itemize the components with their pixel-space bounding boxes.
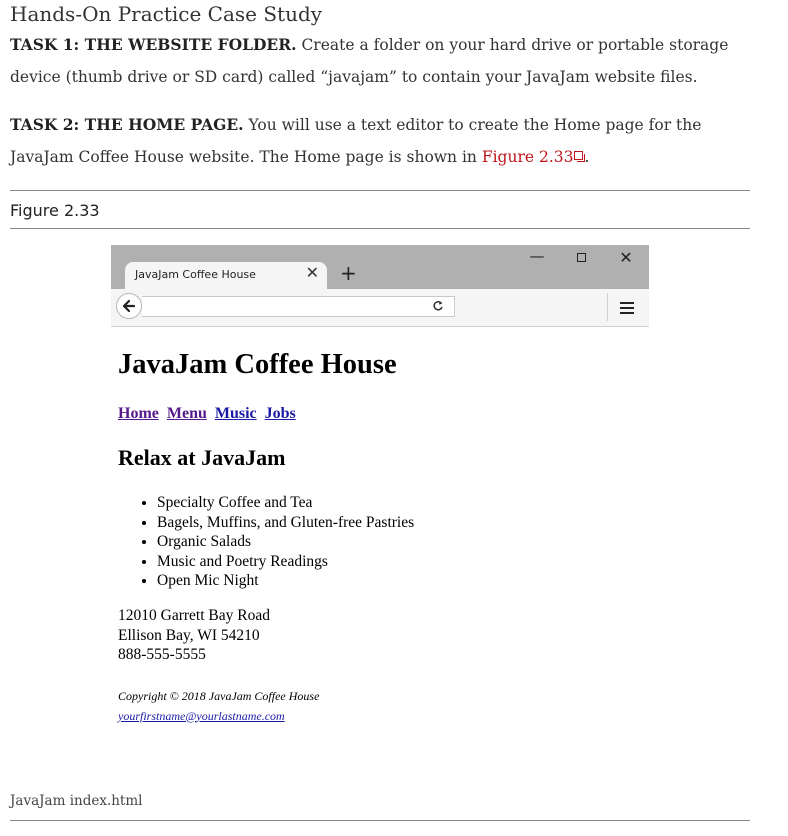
new-tab-icon[interactable]: + [340,261,357,285]
external-link-icon[interactable] [574,151,584,161]
browser-window [111,245,649,735]
site-footer [118,687,319,726]
figure-caption: JavaJam index.html [10,793,143,809]
feature-list [157,493,414,591]
address-bar[interactable] [142,296,455,317]
tab-close-icon[interactable]: ✕ [305,263,319,282]
close-icon[interactable]: ✕ [619,248,633,267]
browser-titlebar [111,245,649,289]
figure-label: Figure 2.33 [10,201,100,220]
figure-link[interactable]: Figure 2.33 [481,148,574,166]
hamburger-menu-icon[interactable] [620,302,634,314]
task1-heading: TASK 1: THE WEBSITE FOLDER. [10,35,297,54]
browser-toolbar [111,289,649,327]
list-item: • Specialty Coffee and Tea [157,493,414,513]
task1-paragraph [10,29,750,93]
minimize-icon[interactable]: — [529,247,545,265]
back-arrow-icon[interactable] [116,293,142,319]
divider-figure [10,228,750,229]
task2-text: You will use a text editor to create the Home page for the JavaJam Coffee House website. The Home page is shown in [10,116,702,166]
task2-paragraph [10,109,750,173]
list-item: • Open Mic Night [157,571,414,591]
site-heading: JavaJam Coffee House [118,349,397,380]
nav-link-menu[interactable]: Menu [166,405,207,422]
list-item: • Bagels, Muffins, and Gluten-free Pastries [157,513,414,533]
nav-link-home[interactable]: Home [118,405,159,422]
task2-heading: TASK 2: THE HOME PAGE. [10,115,244,134]
list-item: • Music and Poetry Readings [157,552,414,572]
copyright-text: Copyright © 2018 JavaJam Coffee House [118,689,320,703]
reload-icon[interactable] [432,300,444,312]
task2-end: . [584,148,590,166]
tab-title: JavaJam Coffee House [135,268,256,281]
nav-link-music[interactable]: Music [214,405,257,422]
page-viewport [111,327,649,735]
divider-bottom [10,820,750,821]
case-study-title: Hands-On Practice Case Study [10,2,323,26]
url-separator [454,301,455,314]
site-subheading: Relax at JavaJam [118,445,286,470]
email-link[interactable]: yourfirstname@yourlastname.com [118,708,285,723]
maximize-icon[interactable] [577,253,586,262]
task1-text: Create a folder on your hard drive or portable storage device (thumb drive or SD card) called “javajam” to contain your JavaJam website files. [10,36,729,86]
address-street: 12010 Garrett Bay Road [118,607,270,624]
list-item: • Organic Salads [157,532,414,552]
site-nav [118,405,304,423]
toolbar-separator [607,293,608,321]
nav-link-jobs[interactable]: Jobs [264,405,296,422]
divider-top [10,190,750,191]
address-phone: 888-555-5555 [118,646,206,664]
address-block [118,606,270,665]
address-city: Ellison Bay, WI 54210 [118,626,260,644]
browser-tab[interactable] [125,262,327,289]
